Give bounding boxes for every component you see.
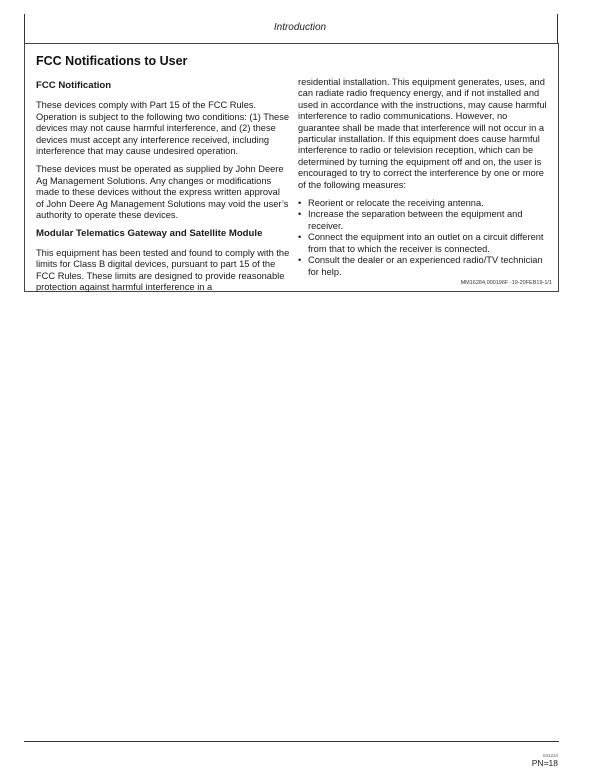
paragraph-testing: This equipment has been tested and found to comply with the limits for Class B digital devices, pursuant to part 15 of the FCC Rules. These limits are designed to provide reasonable protection against harmful interference in a bbox=[36, 247, 290, 293]
fcc-notification-box bbox=[24, 43, 559, 292]
paragraph-compliance: These devices comply with Part 15 of the FCC Rules. Operation is subject to the following two conditions: (1) These devices may not cause harmful interference, and (2) these devices must accept any interference received, including interference that may cause undesired operation. bbox=[36, 100, 290, 157]
right-column bbox=[298, 77, 550, 278]
measures-list bbox=[298, 198, 550, 278]
footer-rule bbox=[24, 741, 559, 742]
page-header-title: Introduction bbox=[273, 22, 327, 33]
section-title: FCC Notifications to User bbox=[36, 54, 188, 68]
list-item: • Increase the separation between the equipment and receiver. bbox=[298, 209, 550, 232]
subhead-telematics: Modular Telematics Gateway and Satellite Module bbox=[36, 228, 263, 240]
reference-code: MM16284,000196F -19-20FEB19-1/1 bbox=[460, 280, 552, 286]
list-item: • Connect the equipment into an outlet on a circuit different from that to which the receiver is connected. bbox=[298, 232, 550, 255]
left-column bbox=[36, 80, 290, 301]
footer-small-code: 041224 bbox=[542, 753, 558, 758]
paragraph-operation: These devices must be operated as supplied by John Deere Ag Management Solutions. Any changes or modifications made to these devices without the express written approval of John Deere Ag Management Solutions may void the user’s authority to operate these devices. bbox=[36, 164, 289, 221]
paragraph-residential: residential installation. This equipment generates, uses, and can radiate radio frequency energy, and if not installed and used in accordance with the instructions, may cause harmful interference to radio communications. However, no guarantee shall be made that interference will not occur in a particular installation. If this equipment does cause harmful interference to radio or television reception, which can be determined by turning the equipment off and on, the user is encouraged to try to correct the interference by one or more of the following measures: bbox=[298, 77, 547, 190]
list-item: • Consult the dealer or an experienced radio/TV technician for help. bbox=[298, 255, 550, 278]
list-item: • Reorient or relocate the receiving antenna. bbox=[298, 198, 550, 209]
subhead-fcc-notification: FCC Notification bbox=[36, 80, 112, 91]
page-number: PN=18 bbox=[531, 758, 558, 768]
